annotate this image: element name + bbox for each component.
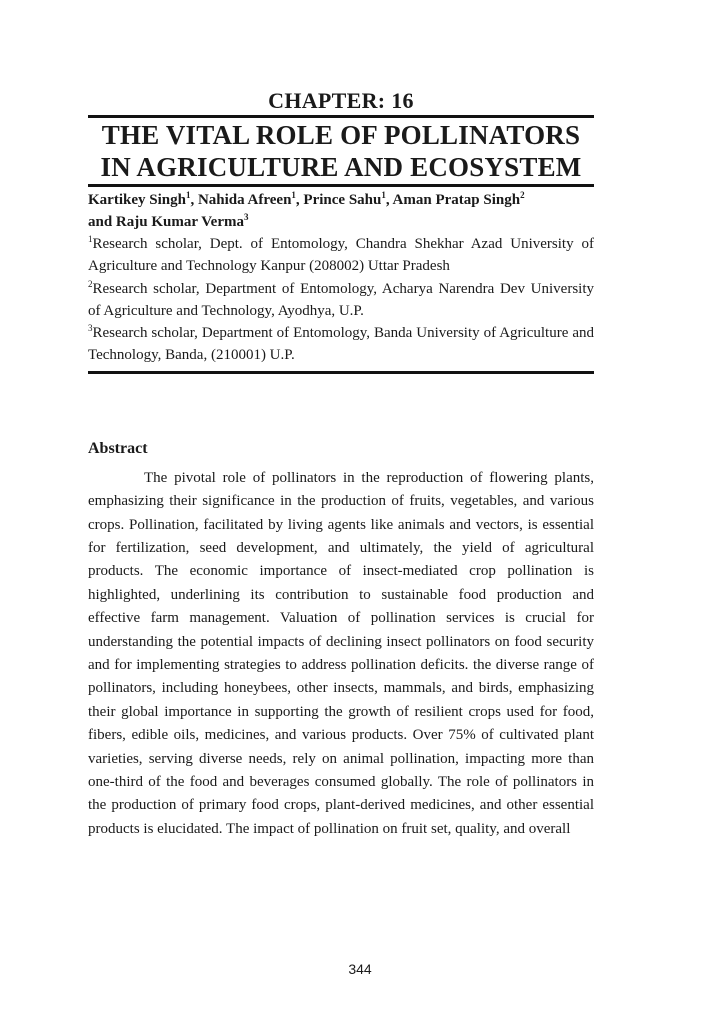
author-affil-mark: 3: [244, 212, 249, 222]
affiliation-mark: 3: [88, 323, 93, 334]
author-list: [88, 189, 594, 233]
author-separator: ,: [385, 192, 393, 208]
title-rule: [88, 184, 594, 187]
affiliation-mark: 1: [88, 234, 93, 244]
affiliation-rule: [88, 371, 594, 374]
chapter-page: [88, 88, 594, 841]
chapter-label: CHAPTER: 16: [268, 88, 414, 113]
abstract-heading: Abstract: [88, 439, 148, 457]
affiliations: [88, 233, 594, 367]
author-name: Aman Pratap Singh: [392, 192, 521, 208]
affiliation-3: [88, 322, 594, 367]
header-rule: [88, 115, 594, 118]
title-line-1: THE VITAL ROLE OF POLLINATORS: [101, 120, 581, 150]
author-separator: ,: [190, 192, 198, 208]
chapter-title: [88, 119, 594, 183]
affiliation-mark: 2: [88, 278, 93, 289]
abstract-paragraph: The pivotal role of pollinators in the reproduction of flowering plants, emphasizing their significance in the production of fruits, vegetables, and various crops. Pollination, facilitated by living agents like animals and vectors, is essential for fertilization, seed development, and ultimately, the yield of agricultural products. The economic importance of insect-mediated crop pollination is highlighted, underlining its contribution to sustainable food production and effective farm management. Valuation of pollination services is crucial for understanding the potential impacts of declining insect pollinators on food security and for implementing strategies to address pollination deficits. the diverse range of pollinators, including honeybees, other insects, mammals, and birds, emphasizing their global importance in supporting the growth of resilient crops used for food, fibers, edible oils, medicines, and various products. Over 75% of cultivated plant varieties, serving diverse needs, rely on animal pollination, impacting more than one-third of the food and beverages consumed globally. The role of pollinators in the production of primary food crops, plant-derived medicines, and other essential products is elucidated. The impact of pollination on fruit set, quality, and overall: [88, 469, 594, 837]
author-name: Nahida Afreen: [197, 192, 292, 208]
affiliation-text: Research scholar, Dept. of Entomology, Chandra Shekhar Azad University of Agriculture and Technology Kanpur (208002) Uttar Pradesh: [88, 236, 594, 275]
author-affil-mark: 1: [185, 190, 191, 200]
author-affil-mark: 2: [520, 190, 525, 200]
affiliation-1: [88, 233, 594, 278]
title-line-2: IN AGRICULTURE AND ECOSYSTEM: [100, 152, 582, 182]
page-number: 344: [348, 961, 372, 977]
affiliation-2: [88, 278, 594, 323]
author-name: and Raju Kumar Verma: [88, 214, 244, 230]
author-separator: ,: [295, 192, 304, 208]
author-affil-mark: 1: [381, 190, 386, 200]
affiliation-text: Research scholar, Department of Entomology, Banda University of Agriculture and Technology, Banda, (210001) U.P.: [88, 325, 594, 364]
affiliation-text: Research scholar, Department of Entomology, Acharya Narendra Dev University of Agriculture and Technology, Ayodhya, U.P.: [88, 280, 594, 319]
author-name: Prince Sahu: [303, 192, 382, 208]
author-affil-mark: 1: [291, 190, 296, 200]
author-name: Kartikey Singh: [88, 192, 186, 208]
